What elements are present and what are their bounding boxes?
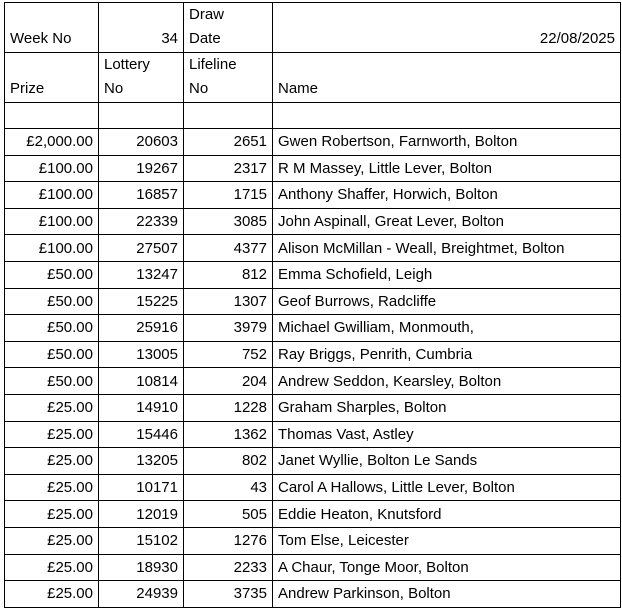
lottery-no-cell: 13205	[99, 448, 184, 475]
table-row	[5, 581, 621, 608]
prize-cell: £25.00	[5, 394, 99, 421]
lottery-no-cell: 15225	[99, 288, 184, 315]
lottery-no-cell: 14910	[99, 394, 184, 421]
prize-cell: £100.00	[5, 182, 99, 209]
prize-cell: £50.00	[5, 315, 99, 342]
lifeline-no-cell: 1307	[184, 288, 273, 315]
lottery-no-cell: 13005	[99, 341, 184, 368]
lifeline-no-cell: 1362	[184, 421, 273, 448]
table-row	[5, 182, 621, 209]
lifeline-no-header	[184, 53, 273, 103]
lifeline-no-cell: 2233	[184, 554, 273, 581]
name-cell: R M Massey, Little Lever, Bolton	[273, 155, 621, 182]
lottery-no-cell: 25916	[99, 315, 184, 342]
draw-date-label-line2: Date	[189, 30, 221, 47]
name-cell: John Aspinall, Great Lever, Bolton	[273, 208, 621, 235]
lifeline-no-cell: 802	[184, 448, 273, 475]
table-row	[5, 288, 621, 315]
prize-cell: £25.00	[5, 501, 99, 528]
lifeline-no-cell: 812	[184, 261, 273, 288]
draw-date-label-line1: Draw	[189, 6, 225, 23]
table-row	[5, 235, 621, 262]
week-label: Week No	[5, 3, 99, 53]
table-row	[5, 155, 621, 182]
empty-cell	[99, 103, 184, 129]
name-cell: Andrew Parkinson, Bolton	[273, 581, 621, 608]
table-row	[5, 448, 621, 475]
lottery-no-cell: 22339	[99, 208, 184, 235]
table-row	[5, 554, 621, 581]
lifeline-no-cell: 752	[184, 341, 273, 368]
prize-cell: £100.00	[5, 235, 99, 262]
lottery-no-cell: 27507	[99, 235, 184, 262]
lottery-no-cell: 10814	[99, 368, 184, 395]
empty-row	[5, 103, 621, 129]
prize-cell: £25.00	[5, 527, 99, 554]
lottery-no-cell: 24939	[99, 581, 184, 608]
name-cell: Anthony Shaffer, Horwich, Bolton	[273, 182, 621, 209]
table-row	[5, 341, 621, 368]
name-cell: Emma Schofield, Leigh	[273, 261, 621, 288]
lifeline-no-cell: 43	[184, 474, 273, 501]
winners-table	[4, 2, 621, 608]
prize-cell: £50.00	[5, 341, 99, 368]
name-cell: Ray Briggs, Penrith, Cumbria	[273, 341, 621, 368]
table-row	[5, 394, 621, 421]
prize-cell: £50.00	[5, 368, 99, 395]
name-cell: Michael Gwilliam, Monmouth,	[273, 315, 621, 342]
table-row	[5, 527, 621, 554]
lifeline-no-cell: 505	[184, 501, 273, 528]
draw-date-value: 22/08/2025	[273, 3, 621, 53]
name-cell: Tom Else, Leicester	[273, 527, 621, 554]
lifeline-header-line1: Lifeline	[189, 56, 237, 73]
lottery-header-line2: No	[104, 80, 124, 97]
prize-cell: £2,000.00	[5, 129, 99, 156]
name-header: Name	[273, 53, 621, 103]
lottery-no-cell: 18930	[99, 554, 184, 581]
week-value: 34	[99, 3, 184, 53]
name-cell: Geof Burrows, Radcliffe	[273, 288, 621, 315]
lottery-no-cell: 13247	[99, 261, 184, 288]
name-cell: Thomas Vast, Astley	[273, 421, 621, 448]
lifeline-no-cell: 3735	[184, 581, 273, 608]
prize-cell: £25.00	[5, 474, 99, 501]
table-row	[5, 261, 621, 288]
header-row-columns	[5, 53, 621, 103]
table-row	[5, 368, 621, 395]
table-row	[5, 129, 621, 156]
prize-cell: £25.00	[5, 581, 99, 608]
name-cell: Alison McMillan - Weall, Breightmet, Bolton	[273, 235, 621, 262]
lottery-no-cell: 15446	[99, 421, 184, 448]
prize-cell: £50.00	[5, 288, 99, 315]
table-row	[5, 315, 621, 342]
prize-cell: £50.00	[5, 261, 99, 288]
lottery-no-header	[99, 53, 184, 103]
name-cell: Gwen Robertson, Farnworth, Bolton	[273, 129, 621, 156]
prize-cell: £100.00	[5, 155, 99, 182]
lottery-no-cell: 20603	[99, 129, 184, 156]
lifeline-no-cell: 1715	[184, 182, 273, 209]
name-cell: Andrew Seddon, Kearsley, Bolton	[273, 368, 621, 395]
name-cell: Carol A Hallows, Little Lever, Bolton	[273, 474, 621, 501]
lifeline-no-cell: 3085	[184, 208, 273, 235]
name-cell: Eddie Heaton, Knutsford	[273, 501, 621, 528]
prize-cell: £100.00	[5, 208, 99, 235]
name-cell: A Chaur, Tonge Moor, Bolton	[273, 554, 621, 581]
lifeline-no-cell: 2317	[184, 155, 273, 182]
lifeline-header-line2: No	[189, 80, 209, 97]
lifeline-no-cell: 3979	[184, 315, 273, 342]
empty-cell	[273, 103, 621, 129]
lifeline-no-cell: 204	[184, 368, 273, 395]
lottery-no-cell: 19267	[99, 155, 184, 182]
draw-date-label	[184, 3, 273, 53]
lifeline-no-cell: 2651	[184, 129, 273, 156]
lifeline-no-cell: 1276	[184, 527, 273, 554]
lottery-no-cell: 12019	[99, 501, 184, 528]
header-row-week	[5, 3, 621, 53]
name-cell: Janet Wyllie, Bolton Le Sands	[273, 448, 621, 475]
prize-cell: £25.00	[5, 421, 99, 448]
empty-cell	[5, 103, 99, 129]
lifeline-no-cell: 1228	[184, 394, 273, 421]
empty-cell	[184, 103, 273, 129]
table-row	[5, 421, 621, 448]
table-row	[5, 208, 621, 235]
table-row	[5, 474, 621, 501]
table-row	[5, 501, 621, 528]
prize-cell: £25.00	[5, 554, 99, 581]
lottery-no-cell: 10171	[99, 474, 184, 501]
prize-header: Prize	[5, 53, 99, 103]
lottery-header-line1: Lottery	[104, 56, 150, 73]
lottery-no-cell: 15102	[99, 527, 184, 554]
lifeline-no-cell: 4377	[184, 235, 273, 262]
prize-cell: £25.00	[5, 448, 99, 475]
lottery-no-cell: 16857	[99, 182, 184, 209]
name-cell: Graham Sharples, Bolton	[273, 394, 621, 421]
